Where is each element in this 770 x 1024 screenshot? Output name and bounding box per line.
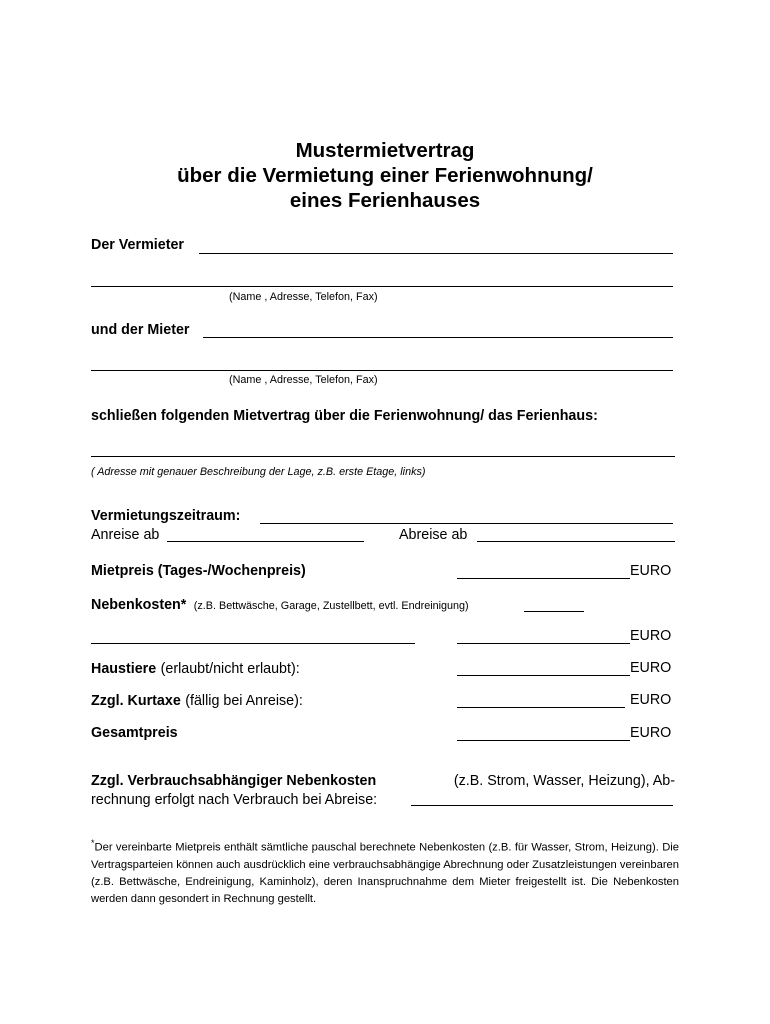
extra-costs-currency: EURO <box>630 628 672 644</box>
extra-costs-description-line[interactable] <box>91 643 415 644</box>
consumption-text-2: rechnung erfolgt nach Verbrauch bei Abreise: <box>91 792 378 808</box>
total-currency: EURO <box>630 725 672 741</box>
tenant-address-line[interactable] <box>91 370 673 371</box>
total-amount-line[interactable] <box>457 740 630 741</box>
tenant-name-line[interactable] <box>203 337 673 338</box>
departure-label: Abreise ab <box>399 527 468 543</box>
consumption-label: Zzgl. Verbrauchsabhängiger Nebenkosten <box>91 773 377 789</box>
landlord-label: Der Vermieter <box>91 237 184 253</box>
consumption-line-2 <box>91 791 675 810</box>
rent-amount-line[interactable] <box>457 578 630 579</box>
arrival-line[interactable] <box>167 541 364 542</box>
property-address-line[interactable] <box>91 456 675 457</box>
pets-hint: (erlaubt/nicht erlaubt): <box>160 661 300 677</box>
document-title-line-2: über die Vermietung einer Ferienwohnung/ <box>177 164 593 187</box>
tourist-tax-amount-line[interactable] <box>457 707 625 708</box>
rental-period-label: Vermietungszeitraum: <box>91 508 241 524</box>
tenant-hint: (Name , Adresse, Telefon, Fax) <box>229 374 378 386</box>
tourist-tax-currency: EURO <box>630 692 672 708</box>
landlord-address-line[interactable] <box>91 286 673 287</box>
footnote-marker: * <box>91 838 95 848</box>
consumption-line-1 <box>91 772 675 791</box>
property-address-hint: ( Adresse mit genauer Beschreibung der Lage, z.B. erste Etage, links) <box>91 466 426 478</box>
tourist-tax-label: Zzgl. Kurtaxe <box>91 693 181 709</box>
landlord-name-line[interactable] <box>199 253 673 254</box>
arrival-label: Anreise ab <box>91 527 160 543</box>
consumption-text-1: (z.B. Strom, Wasser, Heizung), Ab- <box>453 773 675 789</box>
total-label: Gesamtpreis <box>91 725 178 741</box>
tenant-label: und der Mieter <box>91 322 190 338</box>
extra-costs-row <box>91 596 469 614</box>
footnote-text: Der vereinbarte Mietpreis enthält sämtliche pauschal berechnete Nebenkosten (z.B. für Wasser, Strom, Heizung). Die Vertragsparteien können auch ausdrücklich eine verbrauchsabhängige Abrechnung oder Zusatzleistungen vereinbaren (z.B. Bettwäsche, Endreinigung, Kaminholz), deren Inanspruchnahme dem Mieter freigestellt ist. Die Nebenkosten werden dann gesondert in Rechnung gestellt. <box>91 841 679 905</box>
landlord-hint: (Name , Adresse, Telefon, Fax) <box>229 291 378 303</box>
tourist-tax-hint: (fällig bei Anreise): <box>185 693 303 709</box>
rent-currency: EURO <box>630 563 672 579</box>
document-title-line-3: eines Ferienhauses <box>289 189 481 212</box>
rent-label: Mietpreis (Tages-/Wochenpreis) <box>91 563 306 579</box>
tourist-tax-row <box>91 692 303 710</box>
pets-amount-line[interactable] <box>457 675 630 676</box>
extra-costs-amount-line[interactable] <box>457 643 630 644</box>
consumption-settlement-line[interactable] <box>411 805 673 806</box>
departure-line[interactable] <box>477 541 675 542</box>
extra-costs-short-line[interactable] <box>524 611 584 612</box>
extra-costs-hint: (z.B. Bettwäsche, Garage, Zustellbett, evtl. Endreinigung) <box>193 600 469 612</box>
extra-costs-label: Nebenkosten* <box>91 597 187 613</box>
footnote <box>91 835 679 908</box>
pets-label: Haustiere <box>91 661 157 677</box>
contract-statement: schließen folgenden Mietvertrag über die Ferienwohnung/ das Ferienhaus: <box>91 408 598 424</box>
rental-period-line[interactable] <box>260 523 673 524</box>
document-title-line-1: Mustermietvertrag <box>295 139 475 162</box>
pets-currency: EURO <box>630 660 672 676</box>
pets-row <box>91 660 300 678</box>
